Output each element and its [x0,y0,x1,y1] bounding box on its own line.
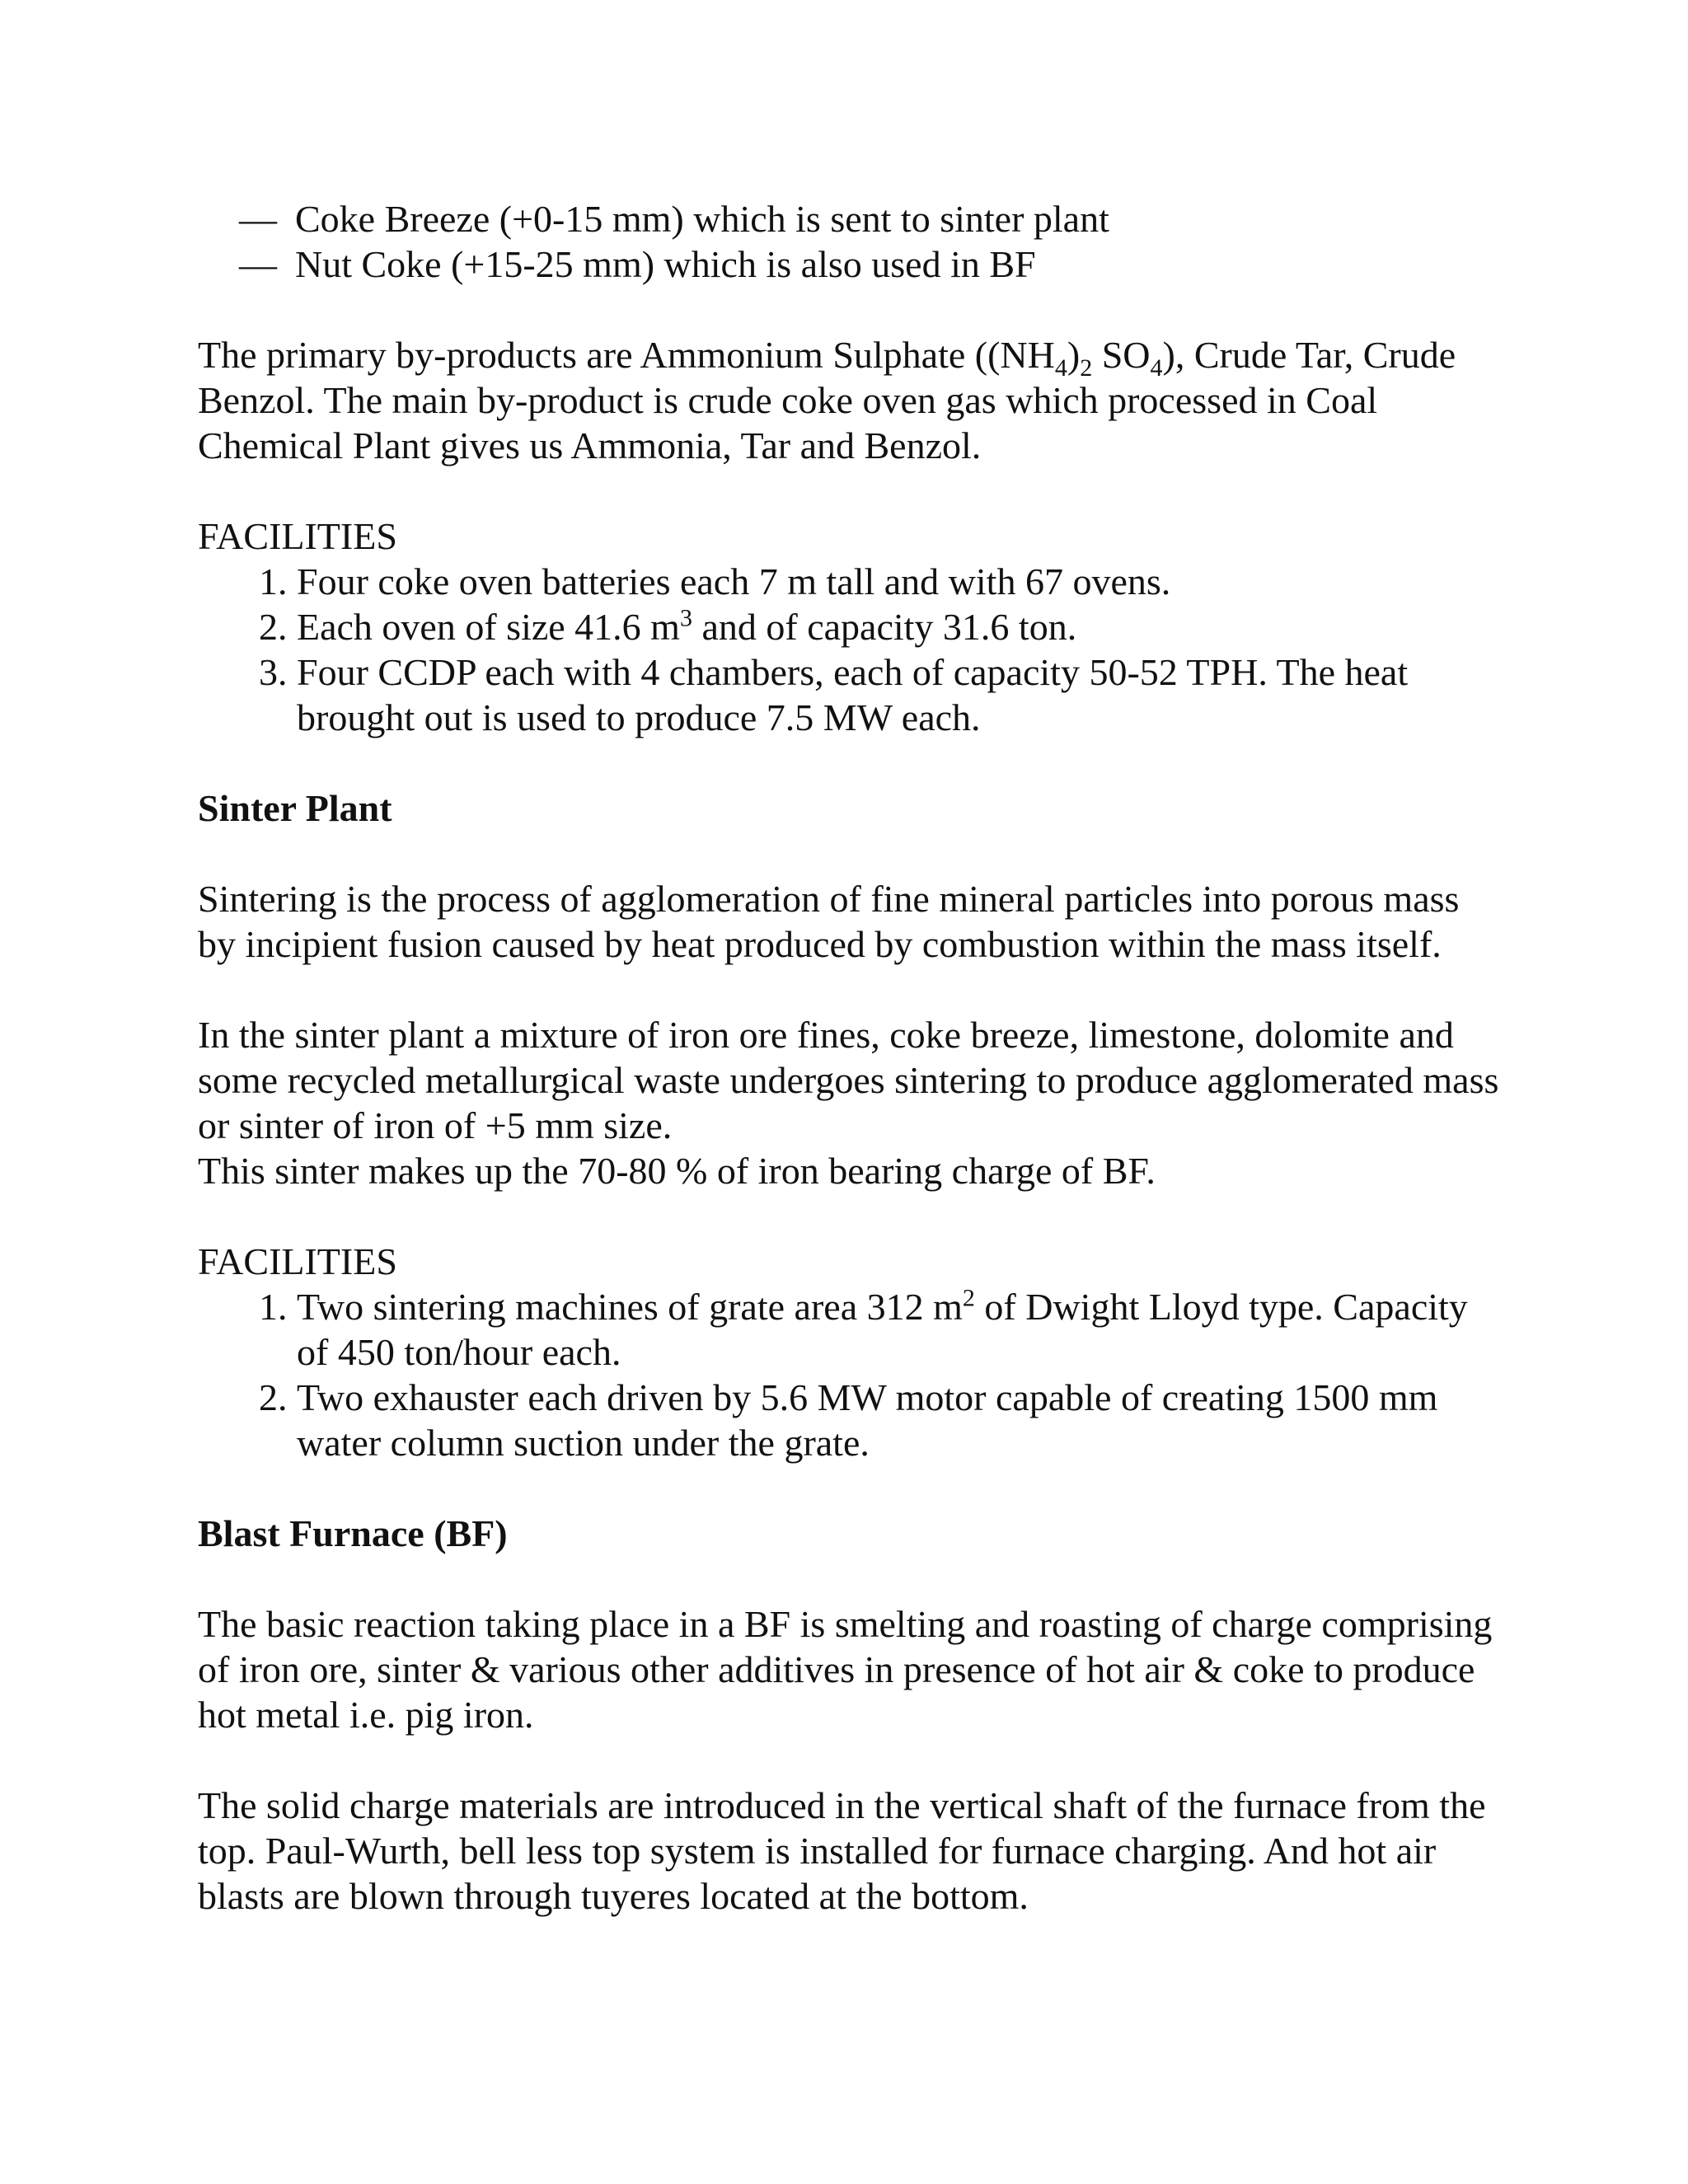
coke-facilities-title: FACILITIES [198,515,397,557]
list-item: 2. Each oven of size 41.6 $m^3$ and of capacity 31.6 ton. [297,604,1500,649]
nut-coke-text: Nut Coke (+15-25 mm) which is also used in BF [295,243,1036,285]
list-item [239,241,1500,287]
sinter-facilities-list [198,1284,1500,1465]
page-content [198,196,1500,1919]
dash-bullet: — [239,198,277,240]
coke-facilities-list [198,559,1500,740]
coke-breeze-text: Coke Breeze (+0-15 mm) which is sent to sinter plant [295,198,1109,240]
sinter-facilities-title: FACILITIES [198,1240,397,1282]
list-item [239,196,1500,241]
byproducts-paragraph: The primary by-products are Ammonium Sulphate ($(NH_4)_2$ $SO_4$), Crude Tar, Crude Benzol. The main by-product is crude coke oven gas which processed in Coal Chemical Plant gives us Ammonia, Tar and Benzol. [198,334,1456,466]
sinter-paragraph: In the sinter plant a mixture of iron ore fines, coke breeze, limestone, dolomite and some recycled metallurgical waste undergoes sintering to produce agglomerated mass or sinter of iron of +5 mm size. [198,1014,1499,1146]
sinter-plant-heading: Sinter Plant [198,787,392,829]
blast-furnace-paragraph: The solid charge materials are introduced in the vertical shaft of the furnace from the top. Paul-Wurth, bell less top system is installed for furnace charging. And hot air blasts are blown through tuyeres located at the bottom. [198,1784,1486,1917]
sinter-paragraph: This sinter makes up the 70-80 % of iron bearing charge of BF. [198,1150,1156,1192]
list-item: 2. Two exhauster each driven by 5.6 MW motor capable of creating 1500 mm water column suction under the grate. [297,1375,1500,1465]
list-item: 3. Four CCDP each with 4 chambers, each of capacity 50-52 TPH. The heat brought out is used to produce 7.5 MW each. [297,649,1500,740]
blast-furnace-paragraph: The basic reaction taking place in a BF is smelting and roasting of charge comprising of iron ore, sinter & various other additives in presence of hot air & coke to produce hot metal i.e. pig iron. [198,1603,1493,1736]
dash-bullet: — [239,243,277,285]
list-item: 1. Two sintering machines of grate area 312 $m^2$ of Dwight Lloyd type. Capacity of 450 ton/hour each. [297,1284,1500,1375]
blast-furnace-heading: Blast Furnace (BF) [198,1512,508,1554]
list-item: 1. Four coke oven batteries each 7 m tall and with 67 ovens. [297,559,1500,604]
sinter-paragraph: Sintering is the process of agglomeration of fine mineral particles into porous mass by incipient fusion caused by heat produced by combustion within the mass itself. [198,878,1460,965]
